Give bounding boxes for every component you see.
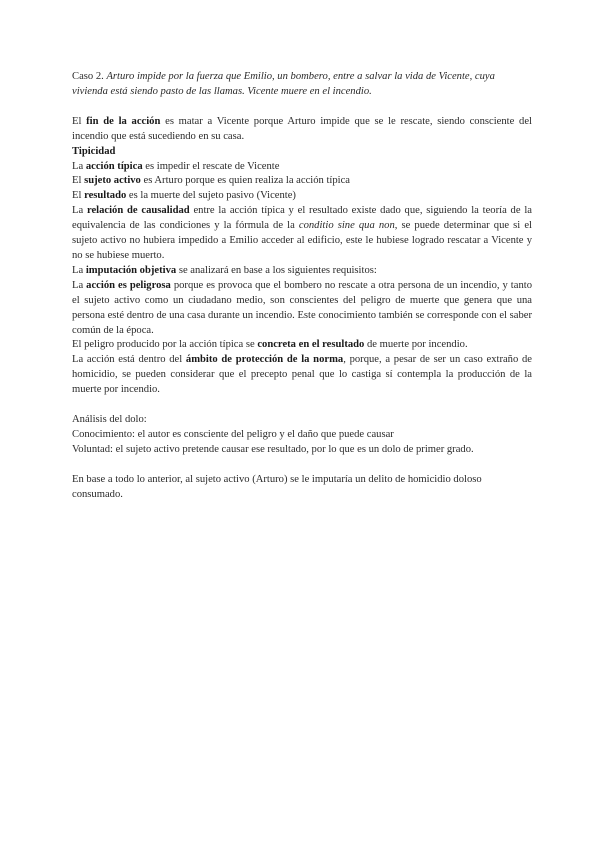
spacer — [72, 100, 532, 115]
fin-accion-term: fin de la acción — [86, 115, 161, 127]
accion-tipica-term: acción típica — [85, 160, 143, 172]
dolo-heading: Análisis del dolo: — [72, 414, 147, 426]
voluntad-line: Voluntad: el sujeto activo pretende causar ese resultado, por lo que es un dolo de primer grado. — [72, 443, 474, 455]
sujeto-activo-line: El sujeto activo es Arturo porque es quien realiza la acción típica — [72, 175, 350, 187]
tipicidad-heading: Tipicidad — [72, 145, 116, 157]
case-statement: Caso 2. Arturo impide por la fuerza que Emilio, un bombero, entre a salvar la vida de Vicente, cuya vivienda está siendo pasto de las llamas. Vicente muere en el incendio. — [72, 71, 495, 97]
imputacion-objetiva-term: imputación objetiva — [85, 264, 177, 276]
conocimiento-line: Conocimiento: el autor es consciente del peligro y el daño que puede causar — [72, 428, 394, 440]
relacion-causalidad-paragraph: La relación de causalidad entre la acción típica y el resultado existe dado que, siguiendo la teoría de la equivalencia de las condiciones y la fórmula de la conditio sine qua non, se puede determinar que si el sujeto activo no hubiera impedido a Emilio acceder al edificio, este le hubiese logrado rescatar a Vicente y no se hubiese muerto. — [72, 205, 532, 261]
conditio-term: conditio sine qua non — [298, 220, 395, 232]
relacion-causalidad-term: relación de causalidad — [86, 205, 190, 217]
accion-tipica-line: La acción típica es impedir el rescate de Vicente — [72, 160, 280, 172]
sujeto-activo-term: sujeto activo — [84, 175, 141, 187]
accion-peligrosa-paragraph: La acción es peligrosa porque es provoca que el bombero no rescate a otra persona de un incendio, y tanto el sujeto activo como un ciudadano medio, son conscientes del peligro de muerte que genera que una persona esté dentro de una casa durante un incendio. Este conocimiento también se corresponde con el saber común de la época. — [72, 279, 532, 336]
resultado-term: resultado — [84, 190, 127, 202]
fin-accion-paragraph: El fin de la acción es matar a Vicente porque Arturo impide que se le rescate, siendo consciente del incendio que está sucediendo en su casa. — [72, 115, 532, 142]
imputacion-objetiva-line: La imputación objetiva se analizará en base a los siguientes requisitos: — [72, 264, 377, 276]
accion-peligrosa-term: acción es peligrosa — [86, 279, 171, 291]
ambito-proteccion-term: ámbito de protección de la norma — [185, 354, 344, 366]
concreta-resultado-line: El peligro producido por la acción típica se concreta en el resultado de muerte por incendio. — [72, 339, 468, 351]
document-body — [72, 70, 532, 503]
ambito-proteccion-paragraph: La acción está dentro del ámbito de protección de la norma, porque, a pesar de ser un caso extraño de homicidio, se pueden considerar que el precepto penal que lo castiga sí contempla la producción de la muerte por incendio. — [72, 354, 532, 396]
concreta-resultado-term: concreta en el resultado — [257, 339, 365, 351]
conclusion-paragraph: En base a todo lo anterior, al sujeto activo (Arturo) se le imputaría un delito de homicidio doloso consumado. — [72, 473, 482, 500]
spacer — [72, 458, 532, 473]
spacer — [72, 398, 532, 413]
case-description: Arturo impide por la fuerza que Emilio, un bombero, entre a salvar la vida de Vicente, cuya vivienda está siendo pasto de las llamas. Vicente muere en el incendio. — [72, 71, 495, 97]
resultado-line: El resultado es la muerte del sujeto pasivo (Vicente) — [72, 190, 296, 202]
